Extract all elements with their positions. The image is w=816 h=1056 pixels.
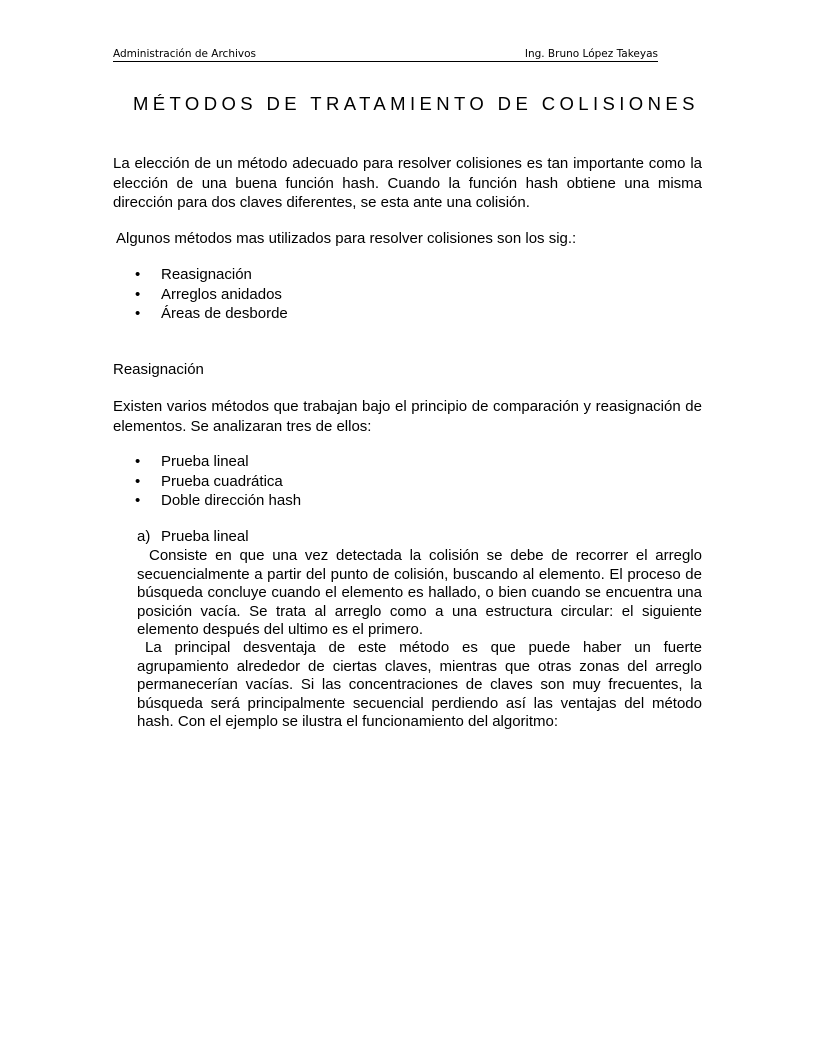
bullet-icon: • xyxy=(135,266,141,283)
reassign-methods-list xyxy=(135,452,301,511)
page-title: MÉTODOS DE TRATAMIENTO DE COLISIONES xyxy=(133,93,699,114)
methods-lead: Algunos métodos mas utilizados para resolver colisiones son los sig.: xyxy=(116,230,577,247)
list-item: • Doble dirección hash xyxy=(135,492,302,509)
methods-list xyxy=(135,265,288,324)
list-item: • Arreglos anidados xyxy=(135,285,282,303)
list-item: • Áreas de desborde xyxy=(135,305,288,322)
item-a-heading xyxy=(137,528,249,547)
bullet-icon: • xyxy=(135,492,141,509)
list-item: • Prueba cuadrática xyxy=(135,472,283,490)
header-author: Ing. Bruno López Takeyas xyxy=(524,48,658,60)
list-item: • Prueba lineal xyxy=(135,453,249,470)
page-header xyxy=(113,47,658,62)
item-a-paragraph-1: Consiste en que una vez detectada la colisión se debe de recorrer el arreglo secuencialmente a partir del punto de colisión, buscando al elemento. El proceso de búsqueda concluye cuando el elemento es hallado, o bien cuando se encuentra una posición vacía. Se trata al arreglo como a una estructura circular: el siguiente elemento después del ultimo es el primero. xyxy=(137,547,702,638)
section-intro: Existen varios métodos que trabajan bajo el principio de comparación y reasignación de elementos. Se analizaran tres de ellos: xyxy=(113,398,702,435)
item-a-label: Prueba lineal xyxy=(161,528,249,545)
item-a-paragraph-2: La principal desventaja de este método es que puede haber un fuerte agrupamiento alrededor de ciertas claves, mientras que otras zonas del arreglo permanecerían vacías. Si las concentraciones de claves son muy frecuentes, la búsqueda será principalmente secuencial perdiendo así las ventajas del método hash. Con el ejemplo se ilustra el funcionamiento del algoritmo: xyxy=(137,639,702,730)
intro-paragraph: La elección de un método adecuado para resolver colisiones es tan importante como la elección de una buena función hash. Cuando la función hash obtiene una misma dirección para dos claves diferentes, se esta ante una colisión. xyxy=(113,155,702,211)
bullet-icon: • xyxy=(135,472,141,490)
section-heading: Reasignación xyxy=(113,361,204,378)
item-a-marker: a) xyxy=(137,528,151,545)
bullet-icon: • xyxy=(135,285,141,303)
bullet-icon: • xyxy=(135,453,141,470)
header-course: Administración de Archivos xyxy=(113,48,257,60)
bullet-icon: • xyxy=(135,305,141,322)
list-item: • Reasignación xyxy=(135,266,252,283)
